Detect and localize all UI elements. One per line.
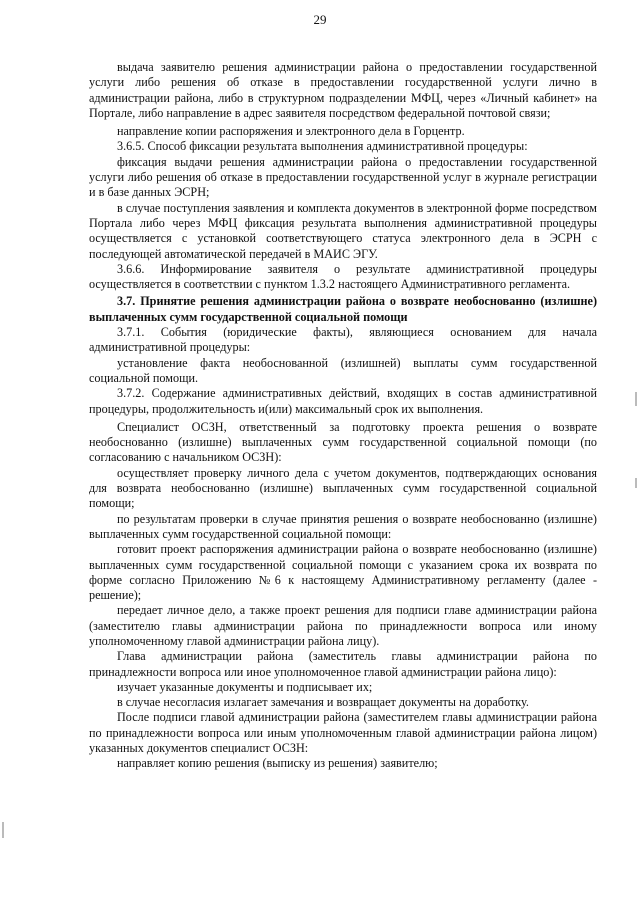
- paragraph: фиксация выдачи решения администрации района о предоставлении государственной услуги либо решения об отказе в предоставлении государственной услуг в журнале регистрации и в базе данных ЭСРН;: [89, 154, 597, 200]
- scan-artifact: [635, 478, 637, 488]
- paragraph: Глава администрации района (заместитель главы администрации района по принадлежности вопроса или иное уполномоченное главой администрации района лицо):: [89, 649, 597, 679]
- paragraph: осуществляет проверку личного дела с учетом документов, подтверждающих основания для возврата необоснованно (излишне) выплаченных сумм государственной социальной помощи;: [89, 465, 597, 511]
- paragraph: 3.6.5. Способ фиксации результата выполнения административной процедуры:: [117, 139, 528, 154]
- paragraph: выдача заявителю решения администрации района о предоставлении государственной услуги либо решения об отказе в предоставлении государственной услуги лично в администрации района, либо в структурном подразделении МФЦ, через «Личный кабинет» на Портале, либо направление в адрес заявителя посредством федеральной почтовой связи;: [89, 60, 597, 120]
- scan-artifact: [2, 822, 4, 838]
- paragraph: направление копии распоряжения и электронного дела в Горцентр.: [117, 124, 465, 139]
- paragraph: в случае поступления заявления и комплекта документов в электронной форме посредством Портала либо через МФЦ фиксация результата выполнения административной процедуры осуществляется с установкой соответствующего статуса электронного дела в ЭСРН с последующей автоматической передачей в МАИС ЭГУ.: [89, 200, 597, 261]
- paragraph: 3.7.1. События (юридические факты), являющиеся основанием для начала административной процедуры:: [89, 325, 597, 355]
- paragraph: направляет копию решения (выписку из решения) заявителю;: [117, 756, 438, 771]
- section-heading: 3.7. Принятие решения администрации района о возврате необоснованно (излишне) выплаченных сумм государственной социальной помощи: [89, 294, 597, 324]
- paragraph: передает личное дело, а также проект решения для подписи главе администрации района (заместителю главы администрации района по принадлежности вопроса или иному уполномоченному главой администрации района лицу).: [89, 603, 597, 648]
- paragraph: по результатам проверки в случае принятия решения о возврате необоснованно (излишне) выплаченных сумм государственной социальной помощи:: [89, 511, 597, 541]
- paragraph: установление факта необоснованной (излишней) выплаты сумм государственной социальной помощи.: [89, 355, 597, 385]
- scan-artifact: [635, 392, 637, 406]
- paragraph: 3.6.6. Информирование заявителя о результате административной процедуры осуществляется в соответствии с пунктом 1.3.2 настоящего Административного регламента.: [89, 261, 597, 292]
- paragraph: Специалист ОСЗН, ответственный за подготовку проекта решения о возврате необоснованно (излишне) выплаченных сумм государственной социальной помощи (по согласованию с начальником ОСЗН):: [89, 419, 597, 465]
- document-body: [89, 60, 597, 772]
- paragraph: готовит проект распоряжения администрации района о возврате необоснованно (излишне) выплаченных сумм государственной социальной помощи с указанием срока их возврата по форме согласно Приложению №6 к настоящему Административному регламенту (далее - решение);: [89, 542, 597, 603]
- paragraph: в случае несогласия излагает замечания и возвращает документы на доработку.: [117, 695, 529, 710]
- page-number: 29: [313, 12, 327, 27]
- paragraph: изучает указанные документы и подписывает их;: [117, 679, 373, 694]
- paragraph: 3.7.2. Содержание административных действий, входящих в состав административной процедуры, продолжительность и(или) максимальный срок их выполнения.: [89, 386, 597, 416]
- paragraph: После подписи главой администрации района (заместителем главы администрации района по принадлежности вопроса или иным уполномоченным главой администрации района лицом) указанных документов специалист ОСЗН:: [89, 710, 597, 756]
